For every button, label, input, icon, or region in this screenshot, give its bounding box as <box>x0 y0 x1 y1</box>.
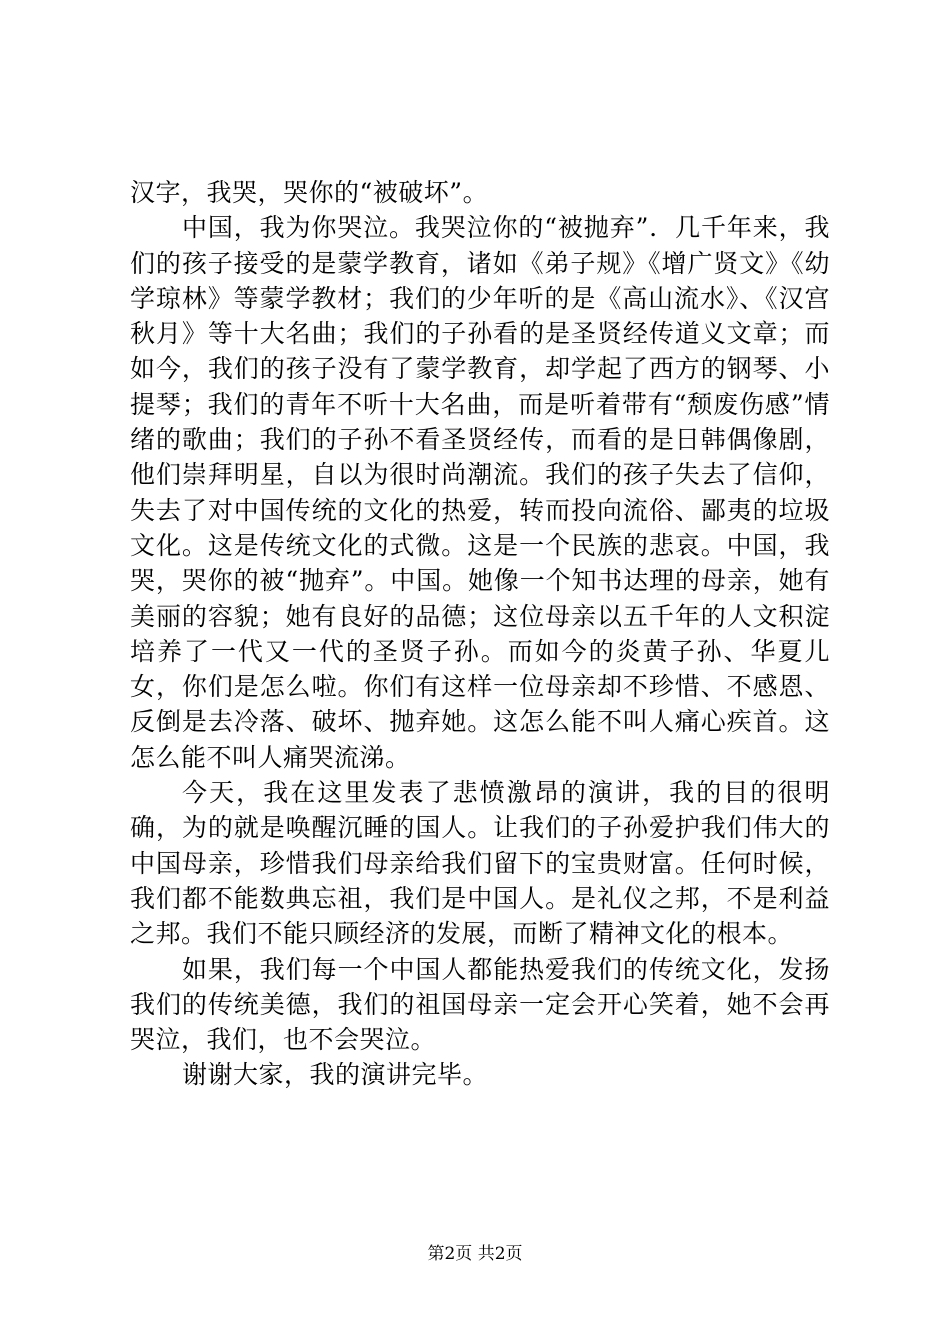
paragraph-2: 中国，我为你哭泣。我哭泣你的“被抛弃”．几千年来，我们的孩子接受的是蒙学教育，诸如《弟子规》《增广贤文》《幼学琼林》等蒙学教材；我们的少年听的是《高山流水》、《汉宫秋月》等十大名曲；我们的子孙看的是圣贤经传道义文章；而如今，我们的孩子没有了蒙学教育，却学起了西方的钢琴、小提琴；我们的青年不听十大名曲，而是听着带有“颓废伤感”情绪的歌曲；我们的子孙不看圣贤经传，而看的是日韩偶像剧，他们崇拜明星，自以为很时尚潮流。我们的孩子失去了信仰，失去了对中国传统的文化的热爱，转而投向流俗、鄙夷的垃圾文化。这是传统文化的式微。这是一个民族的悲哀。中国，我哭，哭你的被“抛弃”。中国。她像一个知书达理的母亲，她有美丽的容貌；她有良好的品德；这位母亲以五千年的人文积淀培养了一代又一代的圣贤子孙。而如今的炎黄子孙、华夏儿女，你们是怎么啦。你们有这样一位母亲却不珍惜、不感恩、反倒是去冷落、破坏、抛弃她。这怎么能不叫人痛心疾首。这怎么能不叫人痛哭流涕。 <box>130 213 830 772</box>
paragraph-5: 谢谢大家，我的演讲完毕。 <box>182 1060 489 1090</box>
paragraph-4: 如果，我们每一个中国人都能热爱我们的传统文化，发扬我们的传统美德，我们的祖国母亲一定会开心笑着，她不会再哭泣，我们，也不会哭泣。 <box>130 954 830 1055</box>
document-body <box>130 175 830 1093</box>
paragraph-3: 今天，我在这里发表了悲愤激昂的演讲，我的目的很明确，为的就是唤醒沉睡的国人。让我们的子孙爱护我们伟大的中国母亲，珍惜我们母亲给我们留下的宝贵财富。任何时候，我们都不能数典忘祖，我们是中国人。是礼仪之邦，不是利益之邦。我们不能只顾经济的发展，而断了精神文化的根本。 <box>130 778 830 949</box>
page-number-footer: 第2页 共2页 <box>427 1244 523 1264</box>
paragraph-1: 汉字，我哭，哭你的“被破坏”。 <box>130 178 489 207</box>
